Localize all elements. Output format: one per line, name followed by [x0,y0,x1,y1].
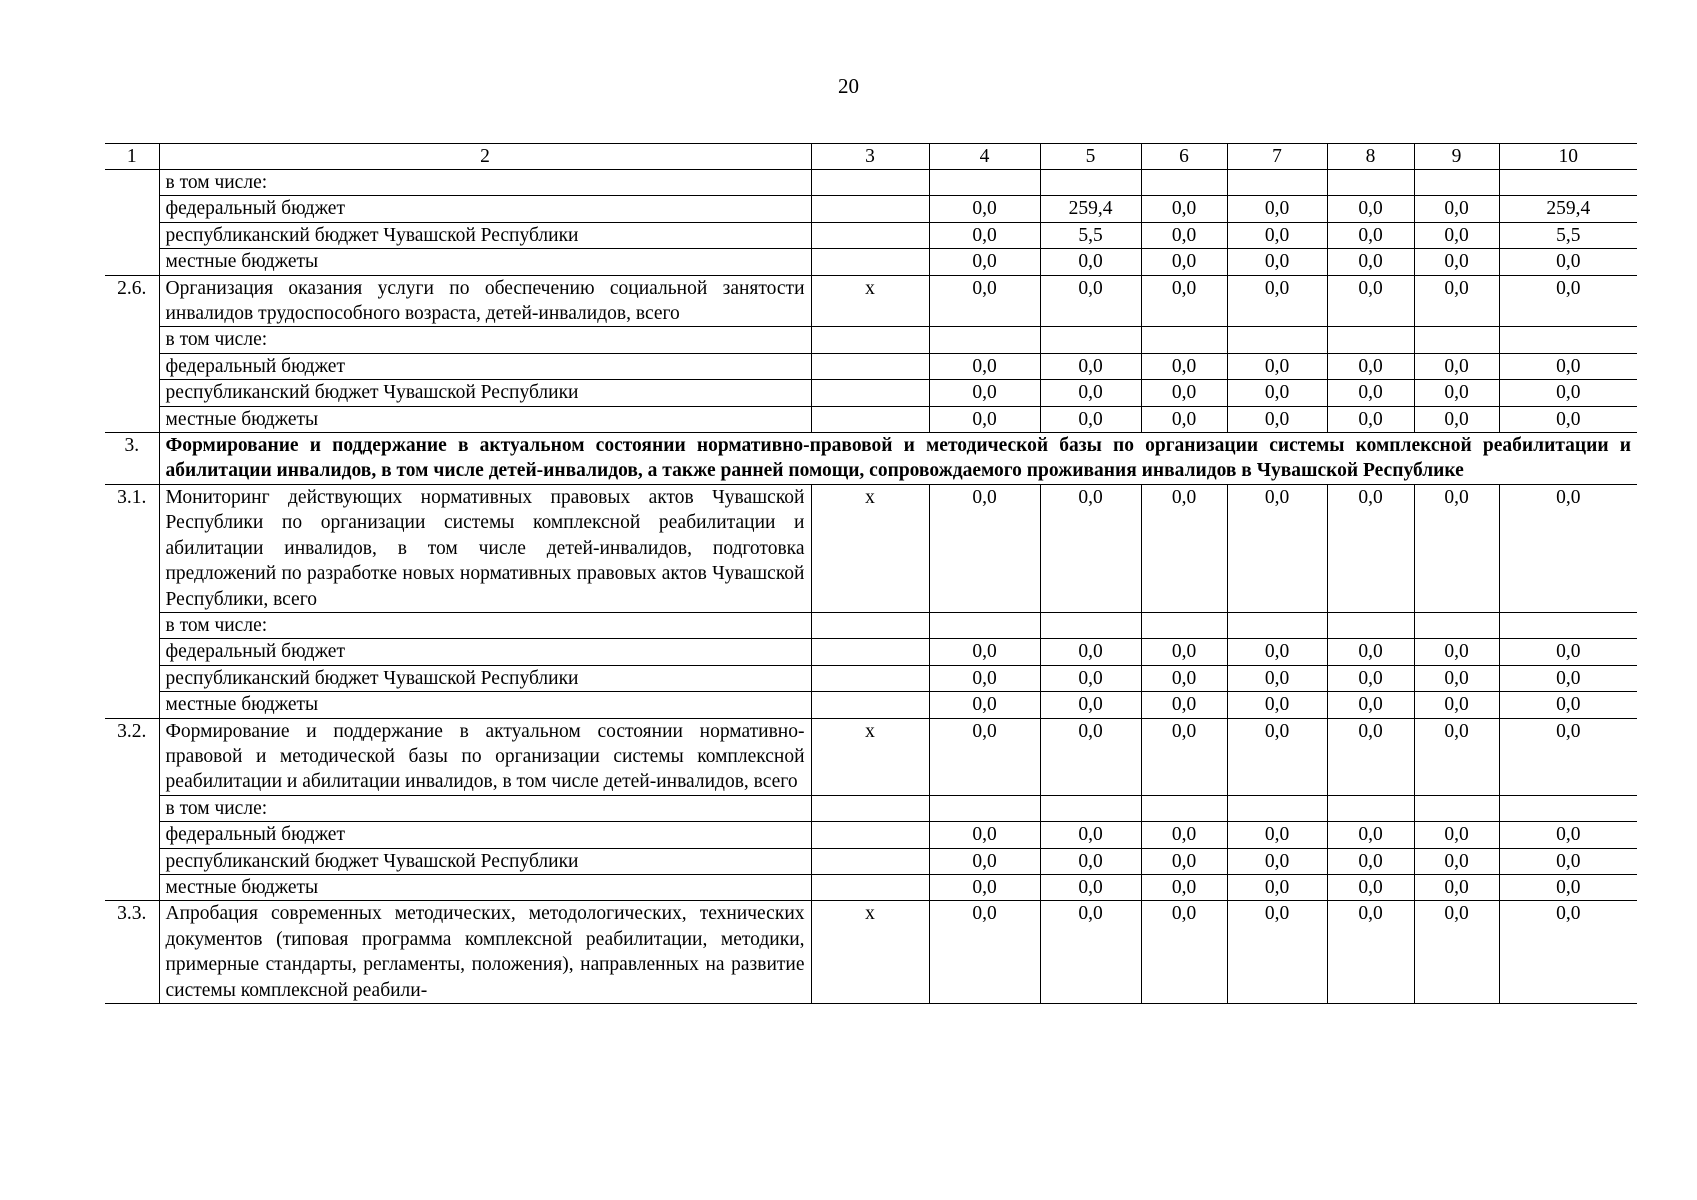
amount-cell: 0,0 [1040,822,1141,848]
table-row [105,718,1637,795]
row-number-cell: 2.6. [105,275,159,327]
amount-cell: 0,0 [1040,665,1141,691]
amount-cell: 0,0 [1327,196,1414,222]
amount-cell: 0,0 [1227,665,1327,691]
amount-cell: 0,0 [1414,665,1499,691]
amount-cell: 0,0 [1227,639,1327,665]
amount-cell: 0,0 [1141,275,1227,327]
row-number-cell [105,848,159,874]
table-row [105,275,1637,327]
responsible-cell [811,196,929,222]
amount-cell: 0,0 [1141,406,1227,432]
amount-cell: 0,0 [1227,848,1327,874]
amount-cell: 0,0 [1040,275,1141,327]
amount-cell: 0,0 [1327,249,1414,275]
amount-cell: 0,0 [1141,380,1227,406]
budget-source-cell: местные бюджеты [159,692,811,718]
budget-source-cell: республиканский бюджет Чувашской Республики [159,380,811,406]
row-number-cell [105,612,159,638]
amount-cell [1414,327,1499,353]
table-row [105,170,1637,196]
budget-source-cell: в том числе: [159,795,811,821]
amount-cell: 0,0 [1414,901,1499,1004]
amount-cell: 0,0 [1414,484,1499,612]
amount-cell: 259,4 [1040,196,1141,222]
table-row [105,848,1637,874]
amount-cell: 0,0 [929,275,1040,327]
header-cell: 5 [1040,144,1141,170]
amount-cell: 0,0 [1040,484,1141,612]
responsible-cell [811,353,929,379]
measure-description-cell: Организация оказания услуги по обеспечению социальной занятости инвалидов трудоспособного возраста, детей-инвалидов, всего [159,275,811,327]
amount-cell [1499,612,1637,638]
amount-cell: 0,0 [929,406,1040,432]
amount-cell: 0,0 [1141,196,1227,222]
amount-cell [1414,170,1499,196]
amount-cell: 0,0 [929,380,1040,406]
table-row [105,612,1637,638]
amount-cell: 0,0 [1040,718,1141,795]
amount-cell: 0,0 [1327,222,1414,248]
amount-cell [929,170,1040,196]
amount-cell: 0,0 [1327,406,1414,432]
amount-cell: 0,0 [1227,874,1327,900]
amount-cell [1040,327,1141,353]
amount-cell: 0,0 [1499,901,1637,1004]
amount-cell: 0,0 [1227,692,1327,718]
amount-cell: 0,0 [1040,639,1141,665]
amount-cell [1499,795,1637,821]
amount-cell: 0,0 [1499,380,1637,406]
amount-cell: 0,0 [1499,874,1637,900]
amount-cell: 0,0 [1499,484,1637,612]
amount-cell: 0,0 [1141,848,1227,874]
section-title-cell: Формирование и поддержание в актуальном состоянии нормативно-правовой и методической базы по организации системы комплексной реабилитации и абилитации инвалидов, в том числе детей-инвалидов, а также ранней помощи, сопровождаемого проживания инвалидов в Чувашской Республике [159,433,1637,485]
header-cell: 4 [929,144,1040,170]
responsible-cell [811,874,929,900]
amount-cell: 259,4 [1499,196,1637,222]
responsible-cell [811,612,929,638]
amount-cell: 0,0 [1141,692,1227,718]
budget-source-cell: федеральный бюджет [159,639,811,665]
row-number-cell [105,639,159,665]
responsible-cell [811,665,929,691]
amount-cell: 0,0 [1327,665,1414,691]
row-number-cell [105,327,159,353]
amount-cell: 0,0 [1227,196,1327,222]
amount-cell [1414,795,1499,821]
header-cell: 8 [1327,144,1414,170]
amount-cell: 0,0 [929,848,1040,874]
amount-cell: 0,0 [1414,353,1499,379]
amount-cell [1327,795,1414,821]
amount-cell: 0,0 [1141,901,1227,1004]
amount-cell: 0,0 [1414,380,1499,406]
amount-cell [1499,170,1637,196]
budget-source-cell: местные бюджеты [159,406,811,432]
page-number: 20 [838,74,859,98]
table-row [105,249,1637,275]
row-number-cell [105,222,159,248]
amount-cell: 0,0 [1141,639,1227,665]
amount-cell: 0,0 [1499,665,1637,691]
responsible-cell [811,848,929,874]
amount-cell: 0,0 [1414,406,1499,432]
amount-cell: 0,0 [1327,692,1414,718]
amount-cell: 0,0 [1327,848,1414,874]
amount-cell: 0,0 [1499,692,1637,718]
amount-cell: 0,0 [1040,406,1141,432]
amount-cell: 0,0 [1499,822,1637,848]
responsible-cell: х [811,901,929,1004]
amount-cell: 0,0 [1414,848,1499,874]
amount-cell: 0,0 [1499,848,1637,874]
budget-source-cell: в том числе: [159,170,811,196]
row-number-cell [105,665,159,691]
measure-description-cell: Мониторинг действующих нормативных правовых актов Чувашской Республики по организации системы комплексной реабилитации и абилитации инвалидов, в том числе детей-инвалидов, подготовка предложений по разработке новых нормативных правовых актов Чувашской Республики, всего [159,484,811,612]
row-number-cell [105,406,159,432]
amount-cell: 0,0 [1040,901,1141,1004]
amount-cell: 0,0 [1040,874,1141,900]
header-cell: 3 [811,144,929,170]
amount-cell [1227,170,1327,196]
amount-cell: 0,0 [1040,692,1141,718]
amount-cell: 0,0 [1040,848,1141,874]
table-row [105,795,1637,821]
amount-cell: 0,0 [1327,353,1414,379]
amount-cell: 0,0 [1227,406,1327,432]
amount-cell: 0,0 [1227,901,1327,1004]
amount-cell: 0,0 [929,822,1040,848]
table-row [105,484,1637,612]
row-number-cell [105,170,159,196]
amount-cell: 0,0 [1327,822,1414,848]
amount-cell: 0,0 [1227,222,1327,248]
amount-cell: 0,0 [929,901,1040,1004]
budget-source-cell: местные бюджеты [159,249,811,275]
responsible-cell [811,692,929,718]
header-cell: 9 [1414,144,1499,170]
table-row [105,380,1637,406]
amount-cell [1414,612,1499,638]
amount-cell [1227,327,1327,353]
amount-cell: 0,0 [1499,353,1637,379]
row-number-cell [105,196,159,222]
table-row [105,874,1637,900]
header-cell: 1 [105,144,159,170]
responsible-cell [811,406,929,432]
budget-source-cell: федеральный бюджет [159,196,811,222]
amount-cell: 0,0 [929,692,1040,718]
budget-source-cell: республиканский бюджет Чувашской Республики [159,848,811,874]
amount-cell [1040,170,1141,196]
amount-cell: 0,0 [1327,874,1414,900]
amount-cell [1141,795,1227,821]
amount-cell: 0,0 [1141,249,1227,275]
amount-cell: 0,0 [1499,406,1637,432]
budget-table [105,143,1637,1004]
header-cell: 6 [1141,144,1227,170]
row-number-cell [105,380,159,406]
row-number-cell: 3.2. [105,718,159,795]
amount-cell [1327,327,1414,353]
amount-cell: 0,0 [929,222,1040,248]
measure-description-cell: Апробация современных методических, методологических, технических документов (типовая программа комплексной реабилитации, методики, примерные стандарты, регламенты, положения), направленных на развитие системы комплексной реабили- [159,901,811,1004]
amount-cell: 0,0 [1499,275,1637,327]
amount-cell: 0,0 [1327,275,1414,327]
amount-cell [1499,327,1637,353]
amount-cell: 0,0 [1414,249,1499,275]
table-row [105,433,1637,485]
responsible-cell [811,222,929,248]
amount-cell: 0,0 [929,353,1040,379]
amount-cell [1040,612,1141,638]
amount-cell: 0,0 [929,639,1040,665]
row-number-cell [105,249,159,275]
amount-cell: 0,0 [1227,275,1327,327]
row-number-cell [105,692,159,718]
amount-cell [929,795,1040,821]
header-cell: 10 [1499,144,1637,170]
responsible-cell [811,380,929,406]
budget-source-cell: республиканский бюджет Чувашской Республики [159,222,811,248]
amount-cell: 0,0 [1141,353,1227,379]
responsible-cell [811,822,929,848]
amount-cell: 0,0 [1327,639,1414,665]
responsible-cell [811,327,929,353]
table-row [105,196,1637,222]
row-number-cell: 3.1. [105,484,159,612]
responsible-cell: х [811,275,929,327]
amount-cell: 0,0 [1141,874,1227,900]
budget-source-cell: республиканский бюджет Чувашской Республики [159,665,811,691]
amount-cell: 0,0 [1414,196,1499,222]
table-row [105,639,1637,665]
table-row [105,901,1637,1004]
amount-cell: 0,0 [1414,275,1499,327]
budget-source-cell: в том числе: [159,327,811,353]
responsible-cell [811,639,929,665]
amount-cell: 0,0 [1327,901,1414,1004]
table-row [105,665,1637,691]
amount-cell: 0,0 [1141,222,1227,248]
amount-cell [1327,612,1414,638]
amount-cell: 0,0 [1227,718,1327,795]
header-cell: 2 [159,144,811,170]
budget-source-cell: местные бюджеты [159,874,811,900]
amount-cell: 0,0 [1414,639,1499,665]
table-row [105,222,1637,248]
amount-cell: 0,0 [1414,874,1499,900]
responsible-cell [811,170,929,196]
amount-cell: 0,0 [929,484,1040,612]
amount-cell: 0,0 [1327,484,1414,612]
row-number-cell [105,353,159,379]
amount-cell: 0,0 [1227,822,1327,848]
amount-cell [1040,795,1141,821]
responsible-cell [811,249,929,275]
responsible-cell: х [811,484,929,612]
amount-cell [1141,327,1227,353]
amount-cell: 0,0 [929,874,1040,900]
row-number-cell [105,795,159,821]
amount-cell: 0,0 [1040,380,1141,406]
amount-cell: 0,0 [929,249,1040,275]
budget-source-cell: в том числе: [159,612,811,638]
amount-cell: 0,0 [1327,718,1414,795]
amount-cell [1141,612,1227,638]
amount-cell: 0,0 [929,196,1040,222]
amount-cell [1227,612,1327,638]
header-cell: 7 [1227,144,1327,170]
amount-cell: 0,0 [1414,718,1499,795]
amount-cell: 0,0 [929,665,1040,691]
amount-cell: 0,0 [1227,484,1327,612]
amount-cell: 0,0 [1040,249,1141,275]
amount-cell: 0,0 [1227,380,1327,406]
amount-cell: 0,0 [1499,718,1637,795]
amount-cell: 0,0 [1414,692,1499,718]
amount-cell [929,327,1040,353]
budget-source-cell: федеральный бюджет [159,353,811,379]
amount-cell: 0,0 [1141,718,1227,795]
amount-cell: 0,0 [929,718,1040,795]
table-row [105,692,1637,718]
amount-cell: 0,0 [1040,353,1141,379]
row-number-cell [105,874,159,900]
amount-cell [1327,170,1414,196]
amount-cell [1141,170,1227,196]
table-row [105,327,1637,353]
amount-cell: 0,0 [1141,822,1227,848]
row-number-cell: 3.3. [105,901,159,1004]
amount-cell [1227,795,1327,821]
table-row [105,353,1637,379]
amount-cell: 5,5 [1040,222,1141,248]
amount-cell: 0,0 [1414,222,1499,248]
amount-cell: 5,5 [1499,222,1637,248]
table-header-row [105,144,1637,170]
amount-cell: 0,0 [1499,249,1637,275]
amount-cell [929,612,1040,638]
amount-cell: 0,0 [1227,249,1327,275]
row-number-cell [105,822,159,848]
responsible-cell [811,795,929,821]
table-row [105,406,1637,432]
amount-cell: 0,0 [1327,380,1414,406]
responsible-cell: х [811,718,929,795]
amount-cell: 0,0 [1141,484,1227,612]
amount-cell: 0,0 [1141,665,1227,691]
amount-cell: 0,0 [1227,353,1327,379]
budget-source-cell: федеральный бюджет [159,822,811,848]
row-number-cell: 3. [105,433,159,485]
table-row [105,822,1637,848]
amount-cell: 0,0 [1499,639,1637,665]
amount-cell: 0,0 [1414,822,1499,848]
measure-description-cell: Формирование и поддержание в актуальном состоянии нормативно-правовой и методической базы по организации системы комплексной реабилитации и абилитации инвалидов, в том числе детей-инвалидов, всего [159,718,811,795]
